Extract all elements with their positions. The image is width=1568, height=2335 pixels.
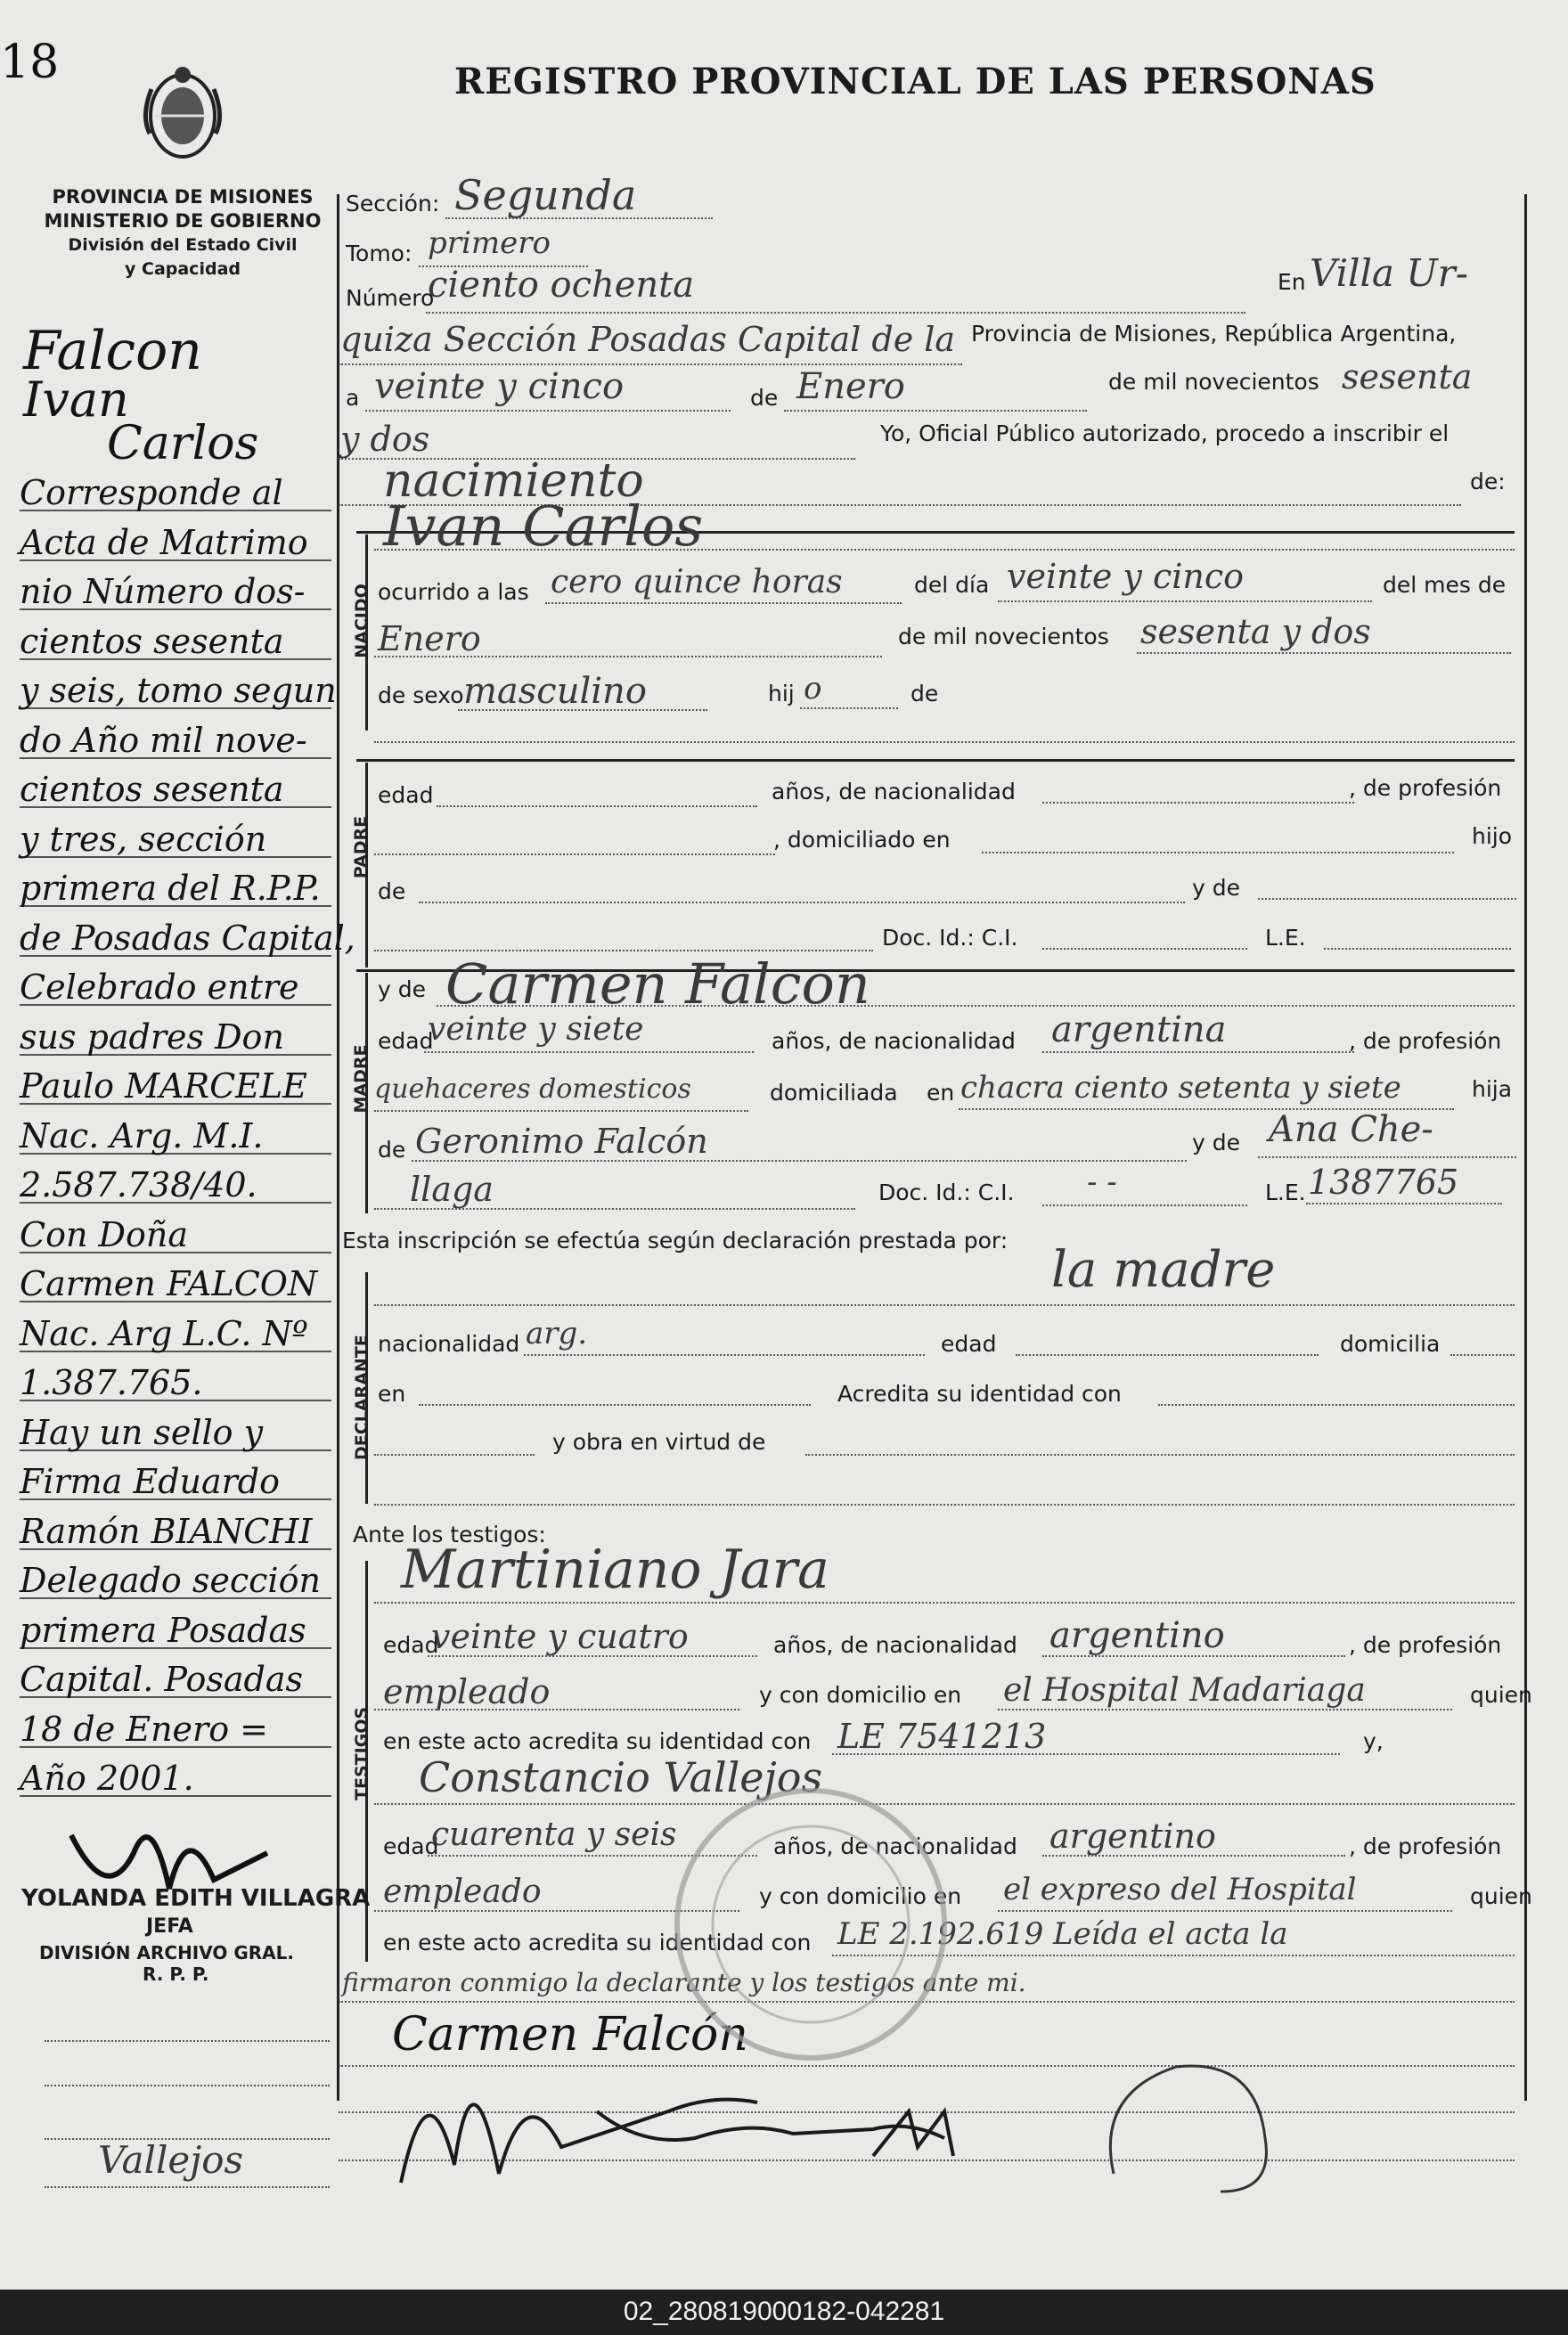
declarante-label: DECLARANTE	[352, 1335, 372, 1460]
testigo2-nombre: Constancio Vallejos	[419, 1753, 823, 1801]
testigo1-acredita-label: en este acto acredita su identidad con	[383, 1728, 812, 1754]
madre-doc-label: Doc. Id.: C.I.	[878, 1180, 1015, 1205]
testigo1-y-label: y,	[1363, 1728, 1384, 1754]
madre-anos-label: años, de nacionalidad	[772, 1028, 1016, 1054]
margin-note-line: Carmen FALCON	[20, 1267, 331, 1302]
madre-dom-value: chacra ciento setenta y siete	[960, 1070, 1401, 1106]
stamp-name: YOLANDA EDITH VILLAGRA	[21, 1885, 371, 1912]
agency-line-2: MINISTERIO DE GOBIERNO	[44, 210, 322, 232]
acto-de: de:	[1470, 469, 1506, 494]
testigo1-anos-label: años, de nacionalidad	[773, 1632, 1017, 1658]
testigo2-dom-value: el expreso del Hospital	[1003, 1872, 1357, 1907]
testigo1-nombre: Martiniano Jara	[401, 1539, 829, 1601]
nacido-anio-value: sesenta y dos	[1140, 612, 1371, 651]
margin-note-line: de Posadas Capital,	[20, 918, 355, 958]
margin-note-line: 1.387.765.	[20, 1366, 331, 1401]
declarante-edad-label: edad	[941, 1331, 997, 1357]
seal-stamp-icon	[659, 1773, 962, 2076]
madre-yde-label: y de	[378, 976, 426, 1002]
margin-note-line: 18 de Enero =	[20, 1712, 331, 1748]
ocurrido-label: ocurrido a las	[378, 579, 529, 605]
margin-note-line: Acta de Matrimo	[20, 526, 331, 561]
madre-dom-label: domiciliada	[770, 1080, 898, 1106]
margin-name-1: Falcon	[23, 320, 202, 382]
testigo2-prof-value: empleado	[383, 1874, 542, 1910]
padre-edad-label: edad	[378, 782, 434, 808]
padre-prof-label: , de profesión	[1349, 775, 1502, 801]
margin-name-2: Ivan	[23, 371, 129, 428]
madre-edad-value: veinte y siete	[428, 1011, 644, 1048]
provincia-text: Provincia de Misiones, República Argentina,	[971, 321, 1457, 347]
margin-note-line: cientos sesenta	[20, 625, 331, 660]
madre-madre-cont: llaga	[410, 1170, 494, 1209]
a-label: a	[346, 385, 360, 411]
margin-note-line: sus padres Don	[20, 1020, 331, 1056]
padre-anos-label: años, de nacionalidad	[772, 779, 1016, 804]
declarante-acredita-label: Acredita su identidad con	[837, 1381, 1122, 1407]
margin-name-3: Carlos	[107, 417, 259, 470]
madre-prof-label: , de profesión	[1349, 1028, 1502, 1054]
sexo-value: masculino	[463, 671, 647, 712]
margin-note-line: Capital. Posadas	[20, 1662, 331, 1698]
numero-value: ciento ochenta	[428, 265, 695, 306]
declarante-dom-label: domicilia	[1340, 1331, 1441, 1357]
declarante-nombre: la madre	[1051, 1241, 1276, 1299]
madre-en-label: en	[927, 1080, 955, 1106]
padre-le-label: L.E.	[1265, 925, 1306, 951]
oficial-text: Yo, Oficial Público autorizado, procedo a inscribir el	[880, 420, 1450, 446]
margin-bottom-hw: Vallejos	[98, 2138, 244, 2182]
madre-madre-value: Ana Che-	[1269, 1109, 1433, 1150]
dia-value: veinte y cinco	[1007, 557, 1245, 596]
margin-note-line: Celebrado entre	[20, 970, 331, 1006]
nacido-mil-label: de mil novecientos	[898, 624, 1109, 649]
padre-yde-label: y de	[1192, 875, 1240, 901]
agency-line-4: y Capacidad	[125, 259, 241, 279]
testigo1-dom-label: y con domicilio en	[759, 1682, 962, 1708]
coat-of-arms-icon	[134, 62, 232, 178]
testigo2-edad-value: cuarenta y seis	[431, 1817, 677, 1853]
de-label: de	[750, 385, 779, 411]
agency-line-3: División del Estado Civil	[68, 235, 298, 255]
numero-label: Número	[346, 285, 435, 311]
madre-de-label: de	[378, 1137, 406, 1163]
testigo1-prof-value: empleado	[383, 1672, 551, 1711]
margin-note-line: Con Doña	[20, 1218, 331, 1253]
margin-note-line: cientos sesenta	[20, 772, 331, 808]
padre-hijo-label: hijo	[1472, 823, 1513, 849]
margin-note-line: y tres, sección	[20, 822, 331, 858]
nacido-nombre: Ivan Carlos	[383, 494, 704, 559]
testigo1-edad-value: veinte y cuatro	[431, 1617, 689, 1656]
testigo2-prof-label: , de profesión	[1349, 1833, 1502, 1859]
testigos-intro: Ante los testigos:	[353, 1522, 546, 1547]
tomo-value: primero	[428, 225, 551, 261]
margin-note-line: do Año mil nove-	[20, 723, 331, 759]
stamp-rpp: R. P. P.	[143, 1964, 209, 1985]
margin-note-line: Corresponde al	[20, 476, 331, 511]
tomo-label: Tomo:	[346, 241, 412, 266]
sexo-label: de sexo	[378, 682, 464, 708]
testigo2-quien-label: quien	[1470, 1883, 1532, 1909]
margin-note-line: Hay un sello y	[20, 1416, 331, 1451]
madre-nac-value: argentina	[1051, 1009, 1227, 1050]
padre-label: PADRE	[351, 815, 371, 879]
testigo2-edad-label: edad	[383, 1833, 439, 1859]
nacido-label: NACIDO	[352, 584, 372, 658]
en-value: Villa Ur-	[1310, 251, 1468, 295]
seccion-value: Segunda	[454, 171, 637, 219]
madre-label: MADRE	[351, 1044, 371, 1114]
madre-nombre: Carmen Falcon	[445, 951, 870, 1016]
testigo2-doc-value: LE 2.192.619 Leída el acta la	[837, 1916, 1288, 1952]
madre-le-label: L.E.	[1265, 1180, 1306, 1205]
declarante-en-label: en	[378, 1381, 406, 1407]
padre-doc-label: Doc. Id.: C.I.	[882, 925, 1018, 951]
margin-note-line: Firma Eduardo	[20, 1465, 331, 1500]
madre-edad-label: edad	[378, 1028, 434, 1054]
madre-padre-value: Geronimo Falcón	[415, 1122, 708, 1161]
stamp-role: JEFA	[146, 1915, 193, 1938]
margin-note-line: Ramón BIANCHI	[20, 1514, 331, 1550]
margin-note-line: Delegado sección	[20, 1563, 331, 1599]
madre-hija-label: hija	[1472, 1076, 1513, 1102]
acto-value: nacimiento	[383, 454, 644, 508]
madre-prof-value: quehaceres domesticos	[374, 1074, 691, 1105]
signature-carmen: Carmen Falcón	[392, 2008, 748, 2061]
nacido-de-label: de	[911, 681, 939, 706]
closing-text: firmaron conmigo la declarante y los testigos ante mi.	[342, 1968, 1026, 1997]
declarante-obra-label: y obra en virtud de	[552, 1429, 766, 1455]
padre-dom-label: , domiciliado en	[773, 827, 951, 853]
anio-cont: y dos	[340, 420, 430, 459]
testigos-label: TESTIGOS	[352, 1706, 372, 1800]
margin-note-line: Año 2001.	[20, 1761, 331, 1797]
testigo1-nac-value: argentino	[1049, 1615, 1225, 1656]
agency-block	[36, 185, 330, 282]
a-value: veinte y cinco	[374, 366, 625, 407]
stamp-dept: DIVISIÓN ARCHIVO GRAL.	[39, 1942, 294, 1964]
testigo1-dom-value: el Hospital Madariaga	[1003, 1672, 1366, 1709]
testigo1-edad-label: edad	[383, 1632, 439, 1658]
mes-value: Enero	[796, 366, 905, 407]
hij-value: o	[804, 671, 822, 706]
testigo2-acredita-label: en este acto acredita su identidad con	[383, 1930, 812, 1955]
declarante-nac-label: nacionalidad	[378, 1331, 520, 1357]
document-title: REGISTRO PROVINCIAL DE LAS PERSONAS	[454, 61, 1376, 102]
hora-value: cero quince horas	[551, 564, 843, 600]
testigo1-doc-value: LE 7541213	[837, 1717, 1047, 1756]
page-number: 18	[0, 36, 60, 89]
madre-le-value: 1387765	[1308, 1163, 1459, 1202]
margin-note-line: Nac. Arg L.C. Nº	[20, 1317, 331, 1352]
margin-note-line: Nac. Arg. M.I.	[20, 1119, 331, 1155]
padre-de-label: de	[378, 878, 406, 904]
nacido-mes-value: Enero	[378, 619, 481, 658]
declarante-nac-value: arg.	[526, 1316, 588, 1351]
agency-line-1: PROVINCIA DE MISIONES	[52, 186, 314, 208]
margin-note-line: Paulo MARCELE	[20, 1069, 331, 1105]
seccion-label: Sección:	[346, 191, 440, 216]
margin-note-line: primera del R.P.P.	[20, 871, 331, 907]
margin-note-line: 2.587.738/40.	[20, 1168, 331, 1204]
footer-reference: 02_280819000182-042281	[623, 2297, 945, 2326]
footer-bar	[0, 2290, 1568, 2335]
testigo2-anos-label: años, de nacionalidad	[773, 1833, 1017, 1859]
madre-ydel-label: y de	[1192, 1130, 1240, 1155]
testigo2-dom-label: y con domicilio en	[759, 1883, 962, 1909]
madre-doc-value: - -	[1087, 1164, 1117, 1200]
hij-label: hij	[768, 681, 795, 706]
en-label: En	[1278, 269, 1306, 295]
mes-label: del mes de	[1383, 572, 1507, 598]
thumbprint-icon	[1087, 2040, 1283, 2200]
declarante-intro: Esta inscripción se efectúa según declaración prestada por:	[342, 1228, 1009, 1253]
margin-note-line: y seis, tomo segun	[20, 671, 337, 710]
margin-note-line: primera Posadas	[20, 1613, 331, 1649]
margin-note-line: nio Número dos-	[20, 575, 331, 610]
testigo1-prof-label: , de profesión	[1349, 1632, 1502, 1658]
dia-label: del día	[914, 572, 990, 598]
anio-value: sesenta	[1342, 357, 1473, 396]
testigo2-nac-value: argentino	[1049, 1817, 1216, 1856]
lugar-value: quiza Sección Posadas Capital de la	[340, 320, 956, 359]
testigo1-quien-label: quien	[1470, 1682, 1532, 1708]
mil-label: de mil novecientos	[1108, 369, 1319, 395]
